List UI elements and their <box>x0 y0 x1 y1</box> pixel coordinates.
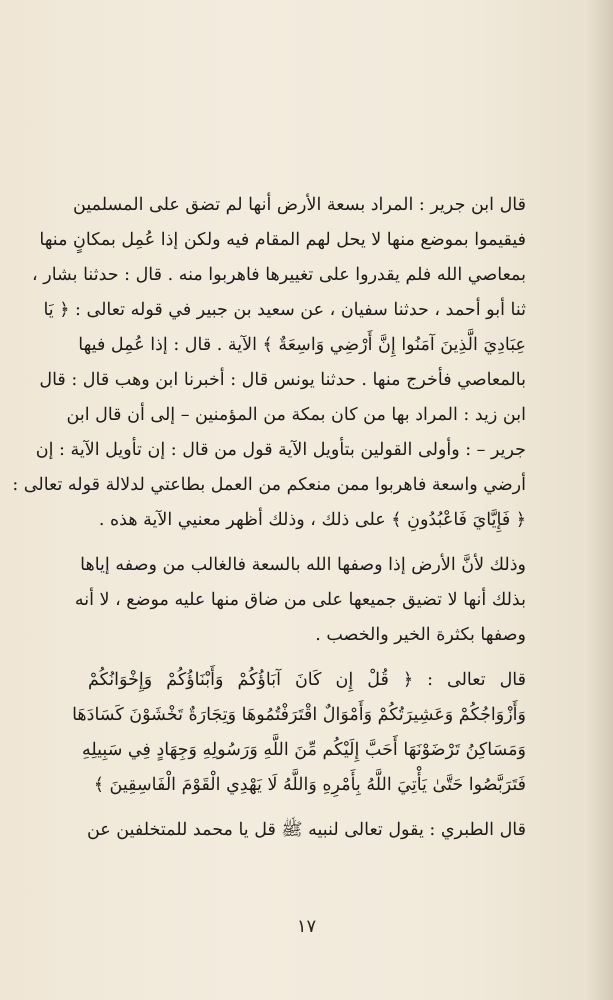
text-line: عِبَادِيَ الَّذِينَ آمَنُوا إِنَّ أَرْضِي وَاسِعَةٌ ﴾ الآية . قال : إذا عُمِل فيها <box>78 335 526 355</box>
text-line: وذلك لأنَّ الأرض إذا وصفها الله بالسعة فالغالب من وصفه إياها <box>80 555 526 575</box>
page-number: ١٧ <box>296 916 317 937</box>
text-line: أرضي واسعة فاهربوا ممن منعكم من العمل بطاعتي لدلالة قوله تعالى : <box>12 475 526 495</box>
text-line: ﴿ فَإِيَّايَ فَاعْبُدُونِ ﴾ على ذلك ، وذلك أظهر معنيي الآية هذه . <box>98 510 526 530</box>
text-line: ابن زيد : المراد بها من كان بمكة من المؤمنين – إلى أن قال ابن <box>66 405 526 425</box>
text-line: فيقيموا بموضع منها لا يحل لهم المقام فيه ولكن إذا عُمِل بمكانٍ منها <box>39 230 526 250</box>
text-line: ثنا أبو أحمد ، حدثنا سفيان ، عن سعيد بن جبير في قوله تعالى : ﴿ يَا <box>43 300 526 320</box>
paragraph-ibn-jarir <box>12 188 526 538</box>
page-edge-shadow <box>587 0 613 1000</box>
text-line: وصفها بكثرة الخير والخصب . <box>315 625 526 645</box>
text-line: قال ابن جرير : المراد بسعة الأرض أنها لم تضق على المسلمين <box>73 195 526 215</box>
text-line: قال الطبري : يقول تعالى لنبيه ﷺ قل يا محمد للمتخلفين عن <box>86 820 526 840</box>
paragraph-explanation <box>74 548 526 653</box>
body-text <box>12 188 526 848</box>
text-line: بالمعاصي فأخرج منها . حدثنا يونس قال : أخبرنا ابن وهب قال : قال <box>39 370 526 390</box>
text-line: بذلك أنها لا تضيق جميعها على من ضاق منها عليه موضع ، لا أنه <box>74 590 526 610</box>
text-line: فَتَرَبَّصُوا حَتَّىٰ يَأْتِيَ اللَّهُ بِأَمْرِهِ وَاللَّهُ لَا يَهْدِي الْقَوْمَ الْفَاسِقِينَ ﴾ <box>93 775 526 795</box>
text-line: قال تعالى : ﴿ قُلْ إِن كَانَ آبَاؤُكُمْ وَأَبْنَاؤُكُمْ وَإِخْوَانُكُمْ <box>88 670 526 690</box>
text-line: وَمَسَاكِنُ تَرْضَوْنَهَا أَحَبَّ إِلَيْكُم مِّنَ اللَّهِ وَرَسُولِهِ وَجِهَادٍ فِي سَبِيلِهِ <box>81 740 526 760</box>
text-line: بمعاصي الله فلم يقدروا على تغييرها فاهربوا منه . قال : حدثنا بشار ، <box>32 265 526 285</box>
paragraph-quran-verse <box>72 663 526 803</box>
paragraph-tabari <box>88 813 526 848</box>
text-line: جرير – : وأولى القولين بتأويل الآية قول من قال : إن تأويل الآية : إن <box>35 440 526 460</box>
text-line: وَأَزْوَاجُكُمْ وَعَشِيرَتُكُمْ وَأَمْوَالٌ اقْتَرَفْتُمُوهَا وَتِجَارَةٌ تَخْشَوْنَ كَسَادَهَا <box>72 705 526 725</box>
